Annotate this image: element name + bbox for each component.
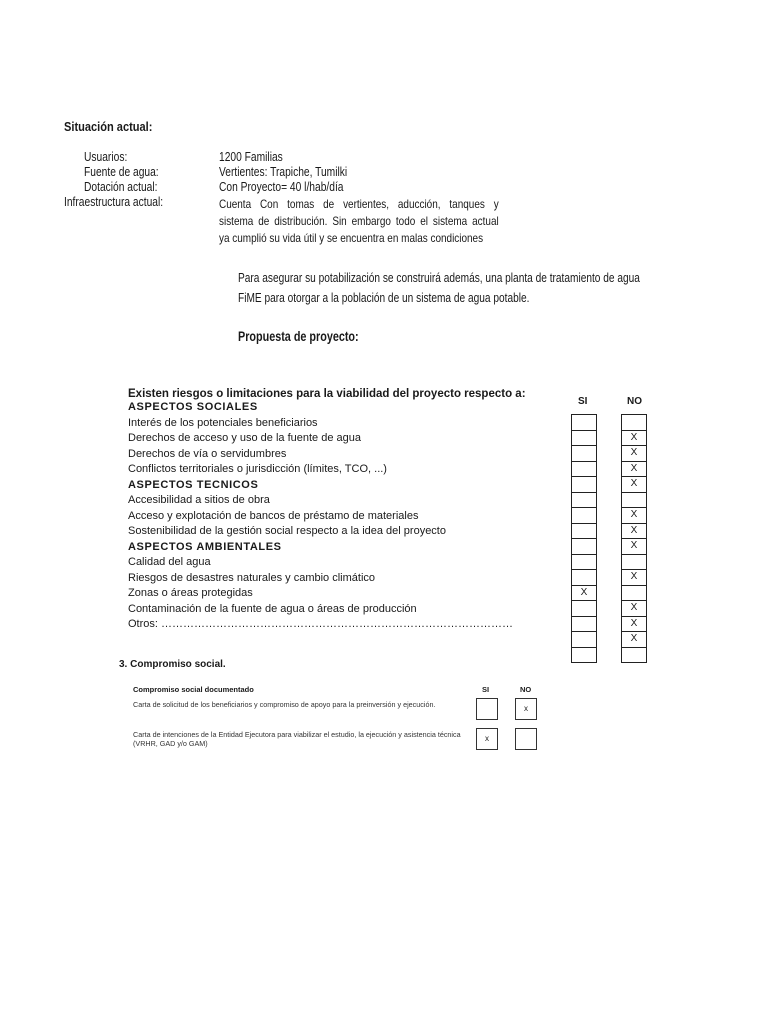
risk-si-cell[interactable] — [572, 507, 596, 523]
risk-no-cell[interactable]: X — [622, 461, 646, 477]
risk-si-cell[interactable] — [572, 616, 596, 632]
risk-si-cell[interactable] — [572, 569, 596, 585]
dotacion-label: Dotación actual: — [84, 180, 158, 194]
risks-si-header: SI — [578, 396, 588, 407]
risk-row-label: Otros: …………………………………………………………………………………… — [128, 618, 514, 630]
compromiso-no-header: NO — [520, 685, 532, 694]
infra-line: ya cumplió su vida útil y se encuentra en malas condiciones — [219, 231, 484, 245]
risks-si-column — [571, 414, 597, 663]
compromiso-si-checkbox[interactable]: x — [476, 728, 498, 750]
risk-row-label: Interés de los potenciales beneficiarios — [128, 416, 318, 429]
infra-line: Cuenta Con tomas de vertientes, aducción, tanques y — [219, 197, 499, 211]
paragraph-line: Para asegurar su potabilización se construirá además, una planta de tratamiento de agua — [238, 270, 640, 285]
compromiso-item: Carta de intenciones de la Entidad Ejecutora para viabilizar el estudio, la ejecución y asistencia técnica (VRHR, GAD y/o GAM) — [133, 730, 461, 748]
risk-si-cell[interactable] — [572, 414, 596, 430]
risks-no-column — [621, 414, 647, 663]
risk-row-label: Conflictos territoriales o jurisdicción (límites, TCO, ...) — [128, 463, 387, 475]
risk-no-cell[interactable]: X — [622, 631, 646, 647]
risk-no-cell[interactable]: X — [622, 600, 646, 616]
risk-no-cell[interactable] — [622, 647, 646, 664]
risk-si-cell[interactable] — [572, 554, 596, 570]
risk-si-cell[interactable] — [572, 631, 596, 647]
propuesta-title: Propuesta de proyecto: — [238, 329, 359, 344]
compromiso-item: Carta de solicitud de los beneficiarios y compromiso de apoyo para la preinversión y ejecución. — [133, 700, 436, 709]
risk-row-label: Calidad del agua — [128, 556, 211, 568]
risk-no-cell[interactable]: X — [622, 445, 646, 461]
risk-row-label: Zonas o áreas protegidas — [128, 587, 253, 599]
risk-si-cell[interactable] — [572, 430, 596, 446]
risk-no-cell[interactable] — [622, 492, 646, 508]
risk-si-cell[interactable] — [572, 647, 596, 664]
infra-line: sistema de distribución. Sin embargo todo el sistema actual — [219, 214, 499, 228]
risk-si-cell[interactable] — [572, 523, 596, 539]
risk-si-cell[interactable] — [572, 600, 596, 616]
risk-no-cell[interactable]: X — [622, 430, 646, 446]
risk-si-cell[interactable] — [572, 445, 596, 461]
risks-title: Existen riesgos o limitaciones para la viabilidad del proyecto respecto a: — [128, 388, 526, 400]
risk-row-label: Contaminación de la fuente de agua o áreas de producción — [128, 602, 417, 615]
compromiso-title: 3. Compromiso social. — [119, 659, 226, 670]
risk-no-cell[interactable] — [622, 414, 646, 430]
risk-row-label: Derechos de vía o servidumbres — [128, 447, 287, 460]
compromiso-no-checkbox[interactable]: x — [515, 698, 537, 720]
risk-row-label: Sostenibilidad de la gestión social respecto a la idea del proyecto — [128, 525, 446, 537]
risk-section-heading: ASPECTOS TECNICOS — [128, 478, 259, 491]
fuente-label: Fuente de agua: — [84, 165, 159, 179]
compromiso-si-checkbox[interactable] — [476, 698, 498, 720]
risk-no-cell[interactable]: X — [622, 616, 646, 632]
risk-si-cell[interactable] — [572, 492, 596, 508]
fuente-value: Vertientes: Trapiche, Tumilki — [219, 165, 348, 179]
situacion-title: Situación actual: — [64, 119, 153, 134]
risk-row-label: Derechos de acceso y uso de la fuente de agua — [128, 432, 361, 444]
risk-no-cell[interactable] — [622, 554, 646, 570]
risk-row-label: Accesibilidad a sitios de obra — [128, 494, 270, 506]
risk-si-cell[interactable]: X — [572, 585, 596, 601]
risk-no-cell[interactable] — [622, 585, 646, 601]
infraestructura-label: Infraestructura actual: — [64, 195, 164, 209]
risk-no-cell[interactable]: X — [622, 476, 646, 492]
risk-no-cell[interactable]: X — [622, 523, 646, 539]
risk-si-cell[interactable] — [572, 476, 596, 492]
risk-si-cell[interactable] — [572, 538, 596, 554]
risk-si-cell[interactable] — [572, 461, 596, 477]
risk-row-label: Riesgos de desastres naturales y cambio climático — [128, 571, 376, 584]
risk-row-label: Acceso y explotación de bancos de préstamo de materiales — [128, 509, 419, 522]
risk-section-heading: ASPECTOS SOCIALES — [128, 401, 258, 413]
risk-no-cell[interactable]: X — [622, 538, 646, 554]
risk-section-heading: ASPECTOS AMBIENTALES — [128, 540, 282, 553]
compromiso-subtitle: Compromiso social documentado — [133, 685, 254, 694]
compromiso-si-header: SI — [482, 685, 490, 694]
dotacion-value: Con Proyecto= 40 l/hab/día — [219, 180, 344, 194]
infraestructura-text — [219, 196, 499, 247]
risk-no-cell[interactable]: X — [622, 507, 646, 523]
risk-no-cell[interactable]: X — [622, 569, 646, 585]
usuarios-value: 1200 Familias — [219, 150, 283, 164]
risks-no-header: NO — [627, 396, 642, 407]
usuarios-label: Usuarios: — [84, 150, 128, 164]
paragraph-line: FiME para otorgar a la población de un sistema de agua potable. — [238, 290, 530, 305]
compromiso-no-checkbox[interactable] — [515, 728, 537, 750]
